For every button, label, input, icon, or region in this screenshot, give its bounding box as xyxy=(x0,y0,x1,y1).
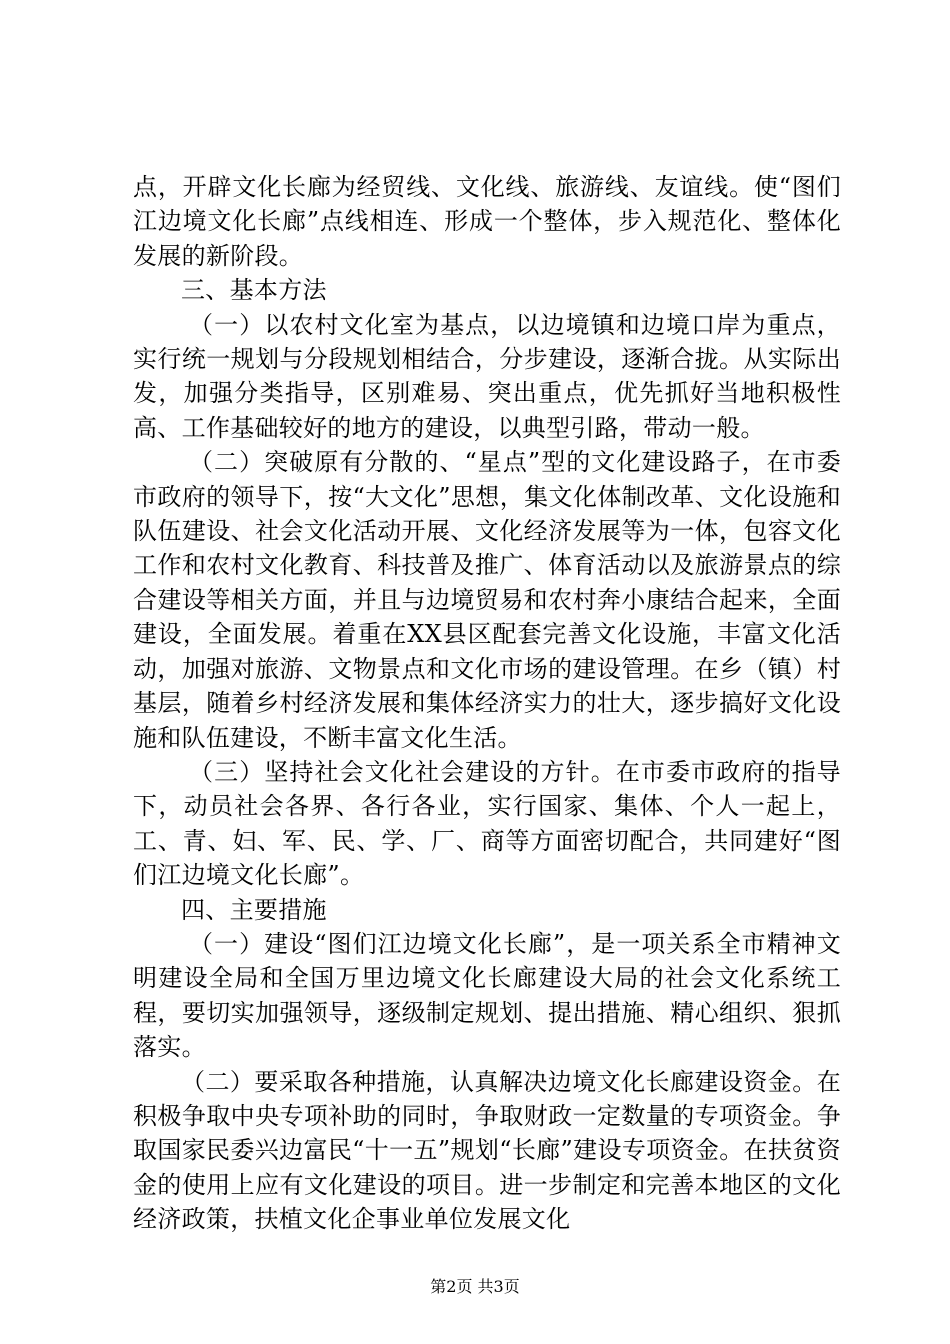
section-heading-basic-methods: 三、基本方法 xyxy=(181,276,327,305)
paragraph-measure-1: （一）建设“图们江边境文化长廊”，是一项关系全市精神文明建设全局和全国万里边境文化长廊建设大局的社会文化系统工程，要切实加强领导，逐级制定规划、提出措施、精心组织、狠抓落实。 xyxy=(133,929,841,1062)
paragraph-continuation: 点，开辟文化长廊为经贸线、文化线、旅游线、友谊线。使“图们江边境文化长廊”点线相连、形成一个整体，步入规范化、整体化发展的新阶段。 xyxy=(133,173,841,270)
document-body xyxy=(133,170,841,1237)
section-heading-main-measures: 四、主要措施 xyxy=(181,895,327,924)
paragraph-method-1: （一）以农村文化室为基点，以边境镇和边境口岸为重点，实行统一规划与分段规划相结合，分步建设，逐渐合拢。从实际出发，加强分类指导，区别难易、突出重点，优先抓好当地积极性高、工作基础较好的地方的建设，以典型引路，带动一般。 xyxy=(133,310,841,442)
paragraph-measure-2: （二）要采取各种措施，认真解决边境文化长廊建设资金。在积极争取中央专项补助的同时，争取财政一定数量的专项资金。争取国家民委兴边富民“十一五”规划“长廊”建设专项资金。在扶贫资金的使用上应有文化建设的项目。进一步制定和完善本地区的文化经济政策，扶植文化企事业单位发展文化 xyxy=(133,1067,841,1234)
page-footer: 第2页 共3页 xyxy=(430,1277,520,1296)
paragraph-method-2: （二）突破原有分散的、“星点”型的文化建设路子，在市委市政府的领导下，按“大文化”思想，集文化体制改革、文化设施和队伍建设、社会文化活动开展、文化经济发展等为一体，包容文化工作和农村文化教育、科技普及推广、体育活动以及旅游景点的综合建设等相关方面，并且与边境贸易和农村奔小康结合起来，全面建设，全面发展。着重在XX县区配套完善文化设施，丰富文化活动，加强对旅游、文物景点和文化市场的建设管理。在乡（镇）村基层，随着乡村经济发展和集体经济实力的壮大，逐步搞好文化设施和队伍建设，不断丰富文化生活。 xyxy=(133,448,841,752)
paragraph-method-3: （三）坚持社会文化社会建设的方针。在市委市政府的指导下，动员社会各界、各行各业，实行国家、集体、个人一起上，工、青、妇、军、民、学、厂、商等方面密切配合，共同建好“图们江边境文化长廊”。 xyxy=(133,757,841,890)
